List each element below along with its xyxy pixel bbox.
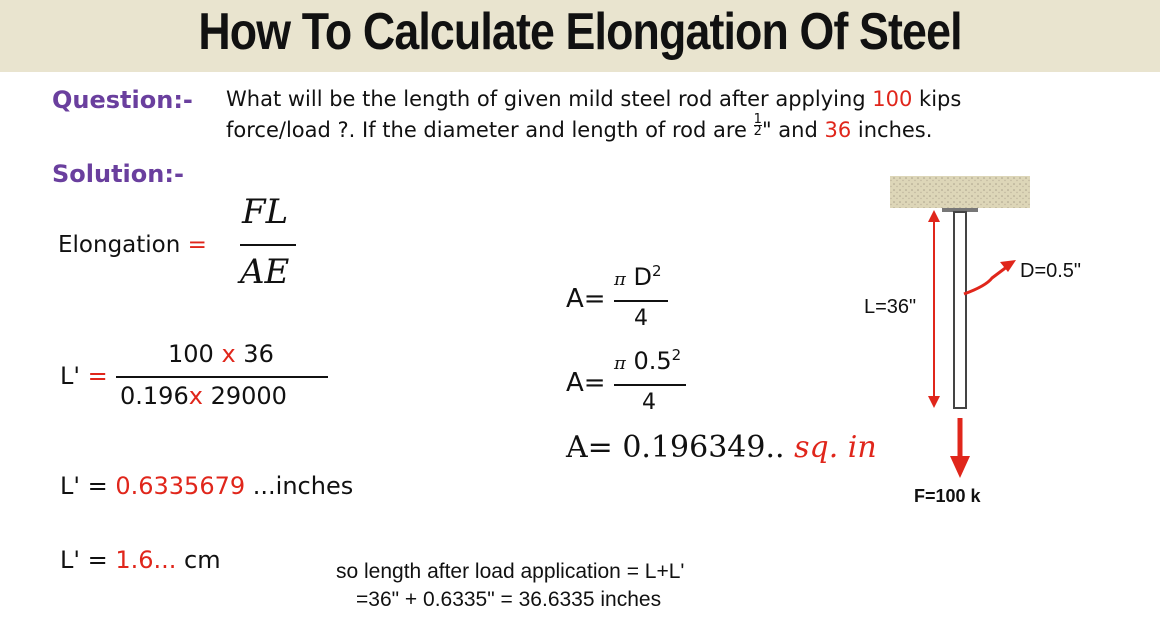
- exponent: 2: [651, 262, 662, 280]
- length-value: 36: [824, 118, 852, 142]
- area-label: A=: [566, 284, 606, 314]
- question-label: Question:-: [52, 86, 193, 114]
- times-sign: x: [188, 382, 203, 410]
- area-denominator-2: 4: [642, 390, 656, 415]
- area-numerator-2: [614, 346, 681, 375]
- area-label: A=: [566, 368, 606, 398]
- lprime-symbol: L': [60, 362, 80, 390]
- page-title: How To Calculate Elongation Of Steel: [198, 3, 962, 61]
- force-label: F=100 k: [914, 486, 981, 506]
- question-text: force/load ?. If the diameter and length of rod are: [226, 118, 754, 142]
- lprime-symbol: L': [60, 472, 80, 500]
- area-result: [566, 430, 877, 465]
- diameter-label: D=0.5": [1020, 260, 1082, 282]
- steel-rod: [954, 212, 966, 408]
- pi-symbol: π: [614, 353, 626, 374]
- calc-fraction-bar: [116, 376, 328, 378]
- area-numerator: [614, 262, 662, 291]
- calc-numerator: [168, 340, 274, 368]
- elongation-text: Elongation: [58, 232, 181, 258]
- solution-label: Solution:-: [52, 160, 184, 188]
- support-block: [890, 176, 1030, 208]
- area-fraction-bar: [614, 300, 668, 302]
- length-arrowhead-bottom: [928, 396, 940, 408]
- equals-sign: =: [187, 232, 207, 258]
- area-fraction-bar-2: [614, 384, 686, 386]
- calc-den-a: 0.196: [120, 382, 189, 410]
- formula-fraction-bar: [240, 244, 296, 246]
- half-numerator: 1: [753, 112, 762, 127]
- result-cm-unit: cm: [184, 546, 221, 574]
- times-sign: x: [221, 340, 236, 368]
- d-value: 0.5: [633, 347, 672, 375]
- result-inches: L' = 0.6335679 ...inches: [60, 472, 354, 500]
- calc-num-b: 36: [243, 340, 274, 368]
- calc-denominator: [120, 382, 287, 410]
- half-denominator: 2: [753, 124, 762, 139]
- result-inches-value: 0.6335679: [115, 472, 246, 500]
- area-denominator: 4: [634, 306, 648, 331]
- conclusion-line-2: =36" + 0.6335" = 36.6335 inches: [356, 588, 662, 611]
- rod-diagram: [880, 170, 1130, 510]
- conclusion-line-1: so length after load application = L+L': [336, 560, 685, 583]
- pi-symbol: π: [614, 269, 626, 290]
- formula-numerator: FL: [242, 192, 289, 232]
- result-cm-value: 1.6...: [115, 546, 177, 574]
- half-fraction: [754, 114, 762, 137]
- result-inches-unit: ...inches: [252, 472, 354, 500]
- force-value: 100: [872, 87, 913, 111]
- question-text: What will be the length of given mild steel rod after applying: [226, 87, 873, 111]
- area-result-unit: sq. in: [794, 430, 877, 465]
- equals-sign: =: [87, 362, 108, 390]
- d-symbol: D: [633, 263, 652, 291]
- question-line-2: [226, 114, 932, 145]
- formula-denominator: AE: [240, 252, 290, 292]
- question-text: " and: [761, 118, 825, 142]
- question-text: inches.: [851, 118, 933, 142]
- lprime-calc-label: [60, 362, 108, 390]
- exponent: 2: [671, 346, 682, 364]
- lprime-symbol: L': [60, 546, 80, 574]
- question-line-1: [226, 85, 961, 114]
- result-cm: L' = 1.6... cm: [60, 546, 221, 574]
- length-label: L=36": [864, 296, 917, 318]
- force-arrowhead: [950, 456, 970, 478]
- calc-den-b: 29000: [210, 382, 287, 410]
- length-arrowhead-top: [928, 210, 940, 222]
- diameter-pointer: [964, 266, 1008, 294]
- question-text: kips: [912, 87, 962, 111]
- calc-num-a: 100: [168, 340, 214, 368]
- area-result-value: A= 0.196349..: [566, 430, 785, 465]
- elongation-label: [58, 232, 207, 258]
